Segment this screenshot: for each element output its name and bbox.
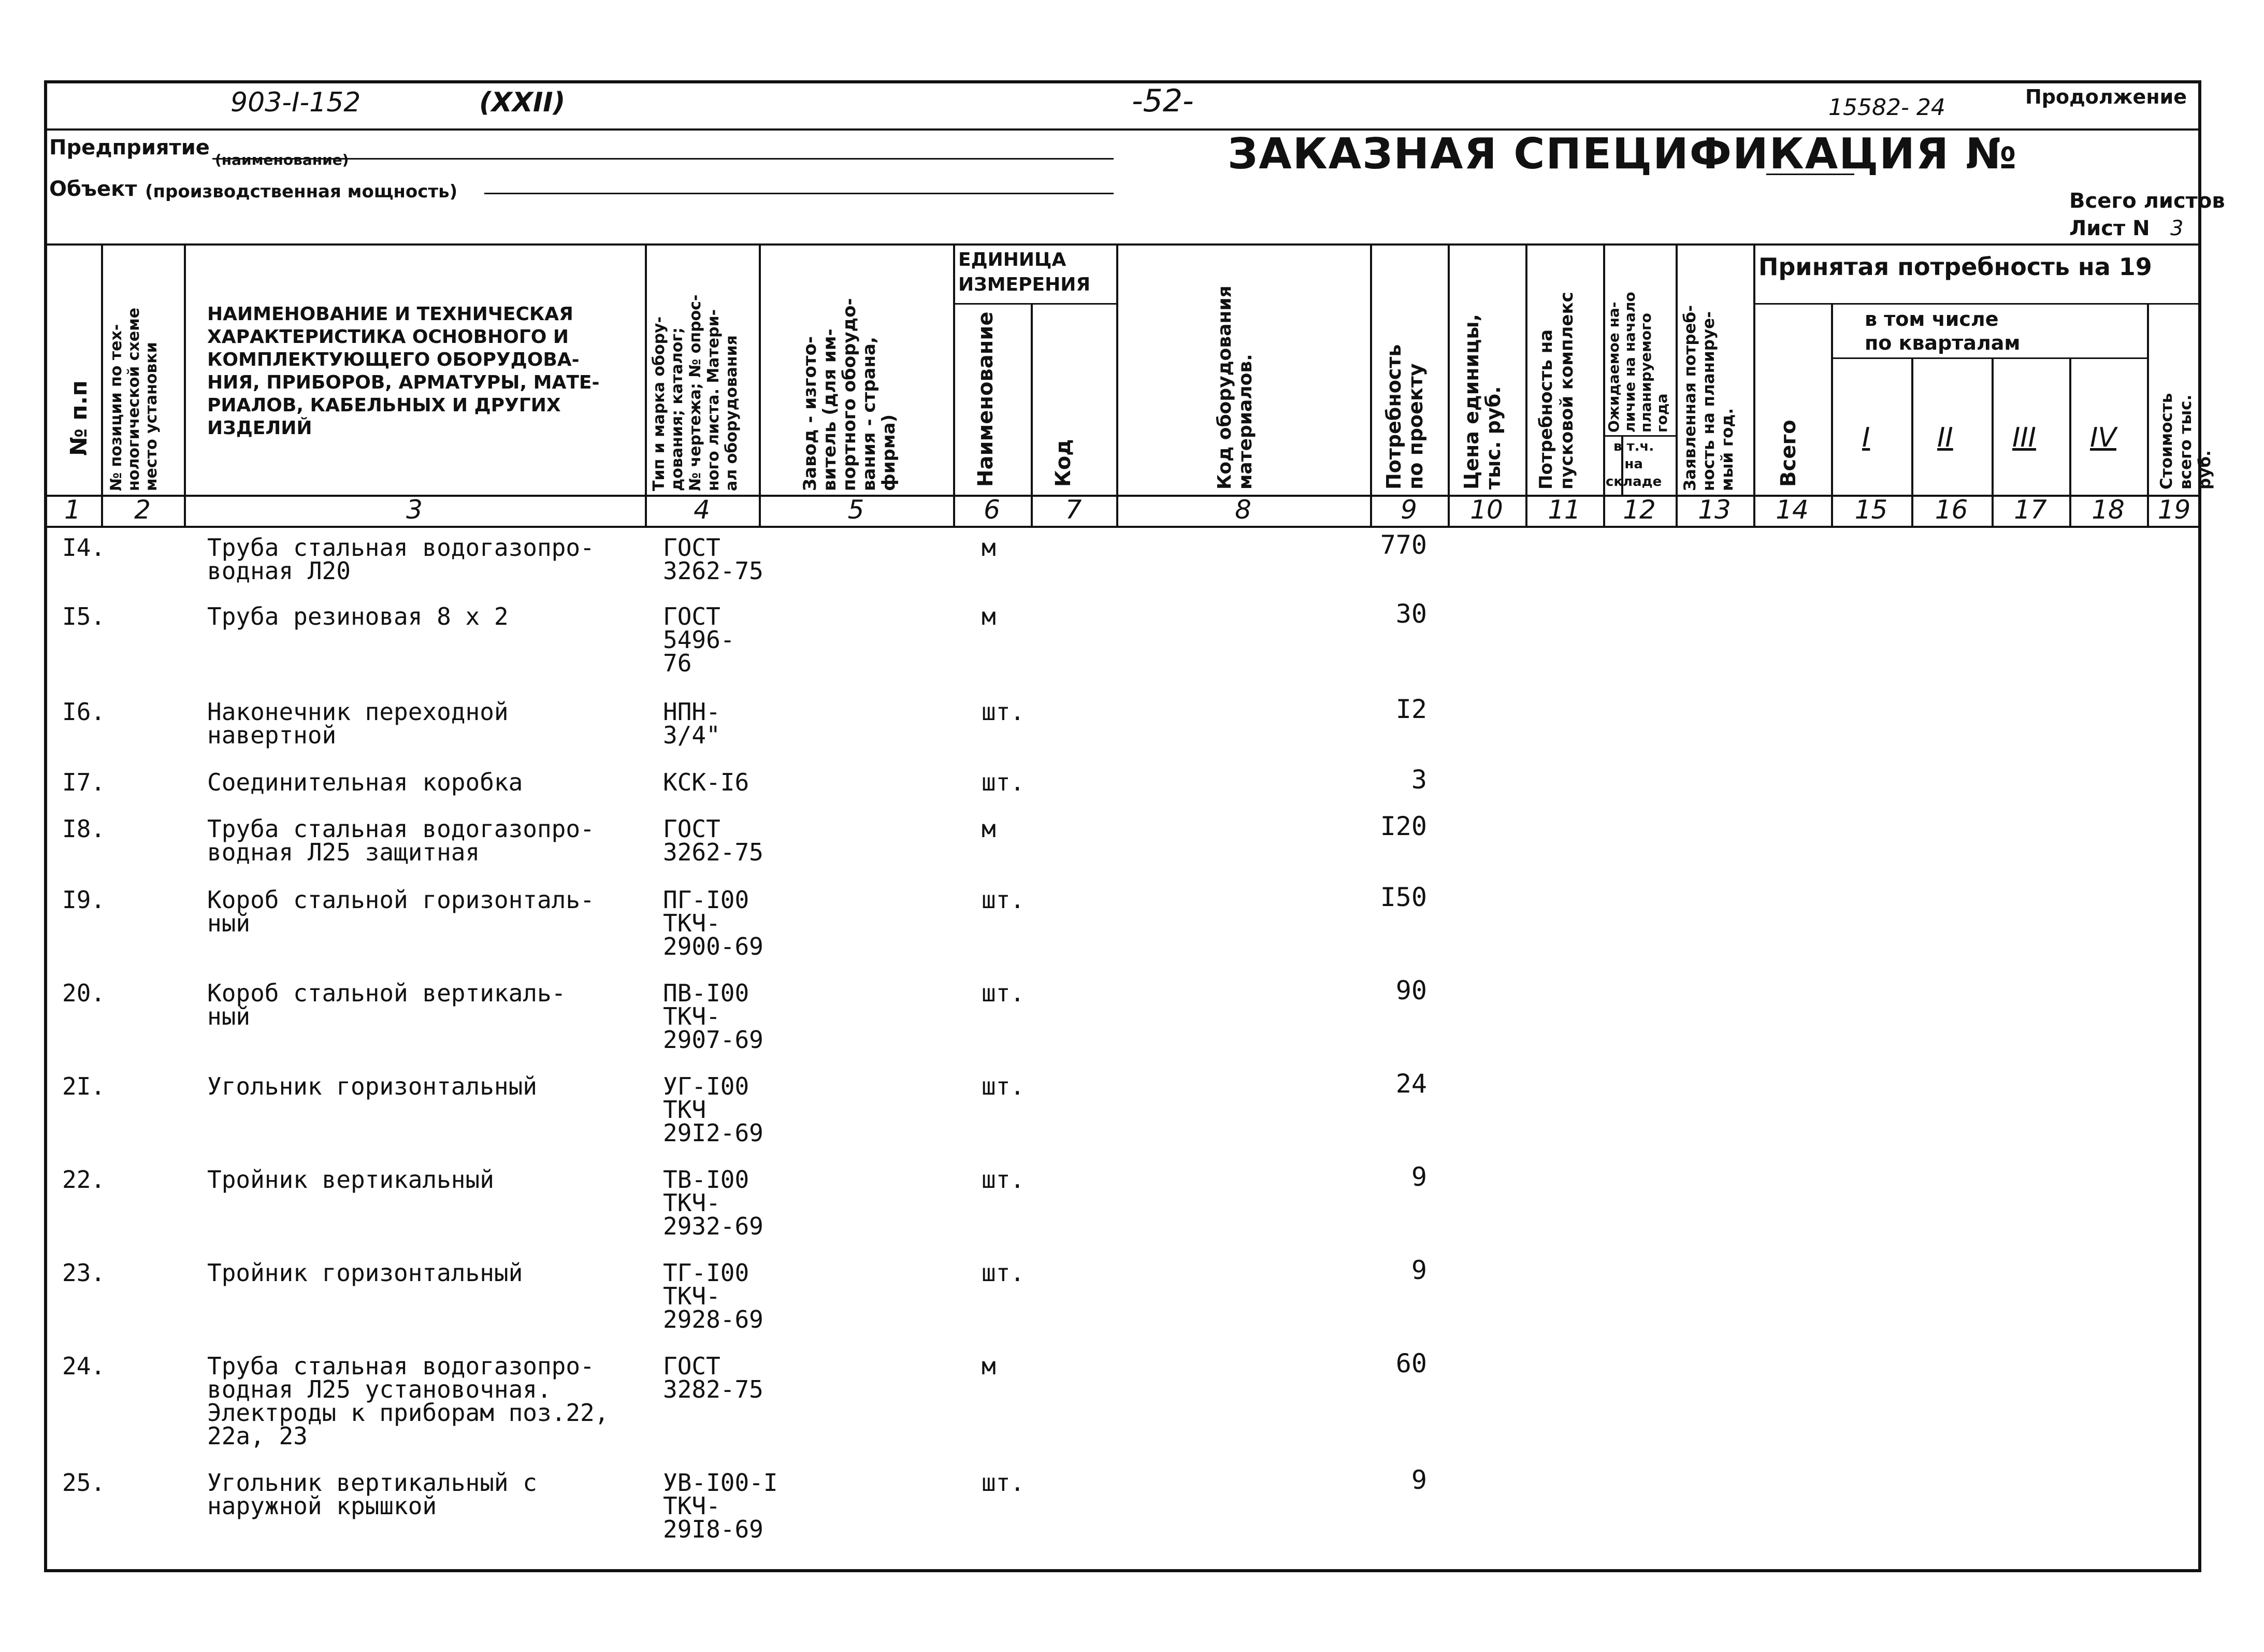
item-name: Короб стальной горизонталь- ный [207,886,595,937]
item-name: Труба стальная водогазопро- водная Л25 защитная [207,815,595,866]
item-name: Соединительная коробка [207,768,523,796]
item-name: Тройник горизонтальный [207,1259,523,1287]
column-number: 14 [1776,495,1809,525]
col-line-12 [1676,243,1678,526]
doc-code: 903-I-152 [230,87,361,118]
item-name: Наконечник переходной навертной [207,698,509,749]
sheets-total-label: Всего листов [2069,189,2225,213]
item-name: Короб стальной вертикаль- ный [207,979,566,1030]
header-unit-price: Цена единицы, тыс. руб. [1460,313,1505,490]
column-number: 12 [1623,495,1656,525]
column-number: 17 [2014,495,2047,525]
item-qty: 3 [1411,765,1427,795]
header-unit-name: Наименование [974,311,998,487]
rule-form-bottom [44,243,2201,246]
item-unit: м [982,815,996,843]
column-number: 16 [1935,495,1968,525]
col-line-7 [1116,243,1118,526]
col-line-8 [1370,243,1372,526]
header-row-number: № п.п [66,380,92,456]
col-line-18 [2147,303,2149,526]
header-total-cost: Стоимость всего тыс. руб. [2157,393,2214,490]
item-name: Угольник вертикальный с наружной крышкой [207,1469,537,1520]
row-number: 25. [62,1469,106,1497]
item-type: ПВ-I00 ТКЧ- 2907-69 [663,979,763,1054]
item-qty: 24 [1395,1069,1427,1099]
rule-accepted [1753,303,2201,305]
col-line-4 [759,243,761,526]
series-code: (XXII) [479,87,566,118]
column-number: 7 [1065,495,1082,525]
item-qty: 9 [1411,1465,1427,1495]
item-unit: шт. [982,698,1025,726]
rule-c12-sub [1603,435,1676,437]
row-number: I7. [62,768,106,796]
enterprise-hint: (наименование) [215,151,349,168]
column-number: 15 [1854,495,1888,525]
row-number: I5. [62,602,106,630]
item-type: УГ-I00 ТКЧ 29I2-69 [663,1072,763,1147]
item-qty: 9 [1411,1162,1427,1192]
item-qty: 60 [1395,1348,1427,1378]
column-number: 4 [694,495,710,525]
header-type: Тип и марка обору- дования; каталог; № чертежа; № опрос- ного листа. Матери- ал оборудования [650,294,741,491]
column-number: 2 [134,495,151,525]
row-number: I9. [62,886,106,914]
header-equipment-code: Код оборудования материалов. [1214,285,1256,490]
item-qty: I2 [1395,694,1427,724]
col-line-6 [1031,303,1033,526]
item-qty: 770 [1380,530,1427,560]
row-number: 20. [62,979,106,1007]
item-qty: 30 [1395,599,1427,629]
page-number: -52- [1132,83,1194,119]
object-label: Объект [49,177,137,201]
col-line-1 [101,243,103,526]
column-number: 13 [1698,495,1731,525]
header-name: НАИМЕНОВАНИЕ И ТЕХНИЧЕСКАЯ ХАРАКТЕРИСТИКА ОСНОВНОГО И КОМПЛЕКТУЮЩЕГО ОБОРУДОВА- НИЯ, ПРИБОРОВ, АРМАТУРЫ, МАТЕ- РИАЛОВ, КАБЕЛЬНЫХ И ДРУГИХ ИЗДЕЛИЙ [207,304,600,439]
col-line-5 [953,243,955,526]
object-hint: (производственная мощность) [145,181,458,202]
item-name: Труба резиновая 8 х 2 [207,602,509,630]
column-number: 19 [2157,495,2191,525]
item-unit: шт. [982,979,1025,1007]
header-unit-code: Код [1051,439,1075,487]
row-number: 23. [62,1259,106,1287]
sheet-number-label: Лист N [2069,217,2150,240]
item-unit: шт. [982,886,1025,914]
item-unit: шт. [982,1166,1025,1194]
item-qty: 9 [1411,1255,1427,1285]
col-line-9 [1448,243,1450,526]
column-number: 11 [1548,495,1581,525]
item-name: Труба стальная водогазопро- водная Л20 [207,534,595,585]
item-unit: шт. [982,1259,1025,1287]
item-unit: шт. [982,768,1025,796]
archive-number: 15582- 24 [1828,94,1945,121]
header-startup-need: Потребность на пусковой комплекс [1536,292,1577,490]
header-quarters-group: в том числе по кварталам [1865,308,2021,354]
header-unit-group: ЕДИНИЦА ИЗМЕРЕНИЯ [958,249,1091,295]
col-line-3 [645,243,647,526]
row-number: I6. [62,698,106,726]
col-line-10 [1525,243,1527,526]
item-qty: I20 [1380,811,1427,841]
item-unit: шт. [982,1072,1025,1100]
item-type: ТГ-I00 ТКЧ- 2928-69 [663,1259,763,1333]
column-number: 5 [847,495,864,525]
header-total: Всего [1777,420,1800,487]
item-qty: 90 [1395,975,1427,1005]
column-number: 3 [406,495,423,525]
item-type: ГОСТ 5496- 76 [663,602,735,677]
item-qty: I50 [1380,882,1427,912]
object-underline [484,193,1114,194]
rule-colnum-bottom [44,526,2201,528]
column-number: 8 [1235,495,1251,525]
item-type: ПГ-I00 ТКЧ- 2900-69 [663,886,763,960]
header-accepted-need: Принятая потребность на 19 [1758,253,2152,281]
header-quarter-2: II [1937,422,1953,453]
item-name: Труба стальная водогазопро- водная Л25 установочная. Электроды к приборам поз.22, 22а, 23 [207,1352,609,1450]
sheet-number-value: 3 [2170,217,2184,240]
header-project-need: Потребность по проекту [1382,344,1427,490]
enterprise-label: Предприятие [49,136,210,160]
row-number: 2I. [62,1072,106,1100]
page-title: ЗАКАЗНАЯ СПЕЦИФИКАЦИЯ № [1228,130,2018,179]
column-number: 6 [984,495,1000,525]
item-name: Тройник вертикальный [207,1166,494,1194]
header-manufacturer: Завод - изгото- витель (для им- портного оборудо- вания - страна, фирма) [800,298,899,491]
row-number: 22. [62,1166,106,1194]
item-type: ТВ-I00 ТКЧ- 2932-69 [663,1166,763,1240]
header-quarter-1: I [1862,422,1870,453]
item-type: ГОСТ 3262-75 [663,534,763,585]
item-type: ГОСТ 3282-75 [663,1352,763,1403]
header-in-warehouse: в т.ч. на складе [1606,439,1662,490]
column-number: 9 [1401,495,1417,525]
item-type: НПН- 3/4" [663,698,720,749]
item-unit: м [982,1352,996,1380]
header-expected-stock: Ожидаемое на- личие на начало планируемого года [1605,292,1670,433]
item-type: КСК-I6 [663,768,749,796]
column-number: 10 [1470,495,1503,525]
header-quarter-3: III [2012,422,2037,453]
row-number: I4. [62,534,106,562]
column-number: 18 [2092,495,2125,525]
item-unit: шт. [982,1469,1025,1497]
item-type: УВ-I00-I ТКЧ- 29I8-69 [663,1469,778,1543]
col-line-14 [1831,303,1833,526]
rule-unit-group [953,303,1116,305]
item-unit: м [982,534,996,562]
col-line-13 [1753,243,1755,526]
header-declared-need: Заявленная потреб- ность на планируе- мый год. [1681,305,1737,491]
continuation-label: Продолжение [2025,85,2187,108]
column-number: 1 [64,495,81,525]
row-number: I8. [62,815,106,843]
row-number: 24. [62,1352,106,1380]
item-name: Угольник горизонтальный [207,1072,537,1100]
rule-quarters [1831,357,2147,359]
item-type: ГОСТ 3262-75 [663,815,763,866]
col-line-2 [184,243,186,526]
header-quarter-4: IV [2090,422,2116,453]
item-unit: м [982,602,996,630]
header-position: № позиции по тех- нологической схеме место установки [107,307,161,491]
